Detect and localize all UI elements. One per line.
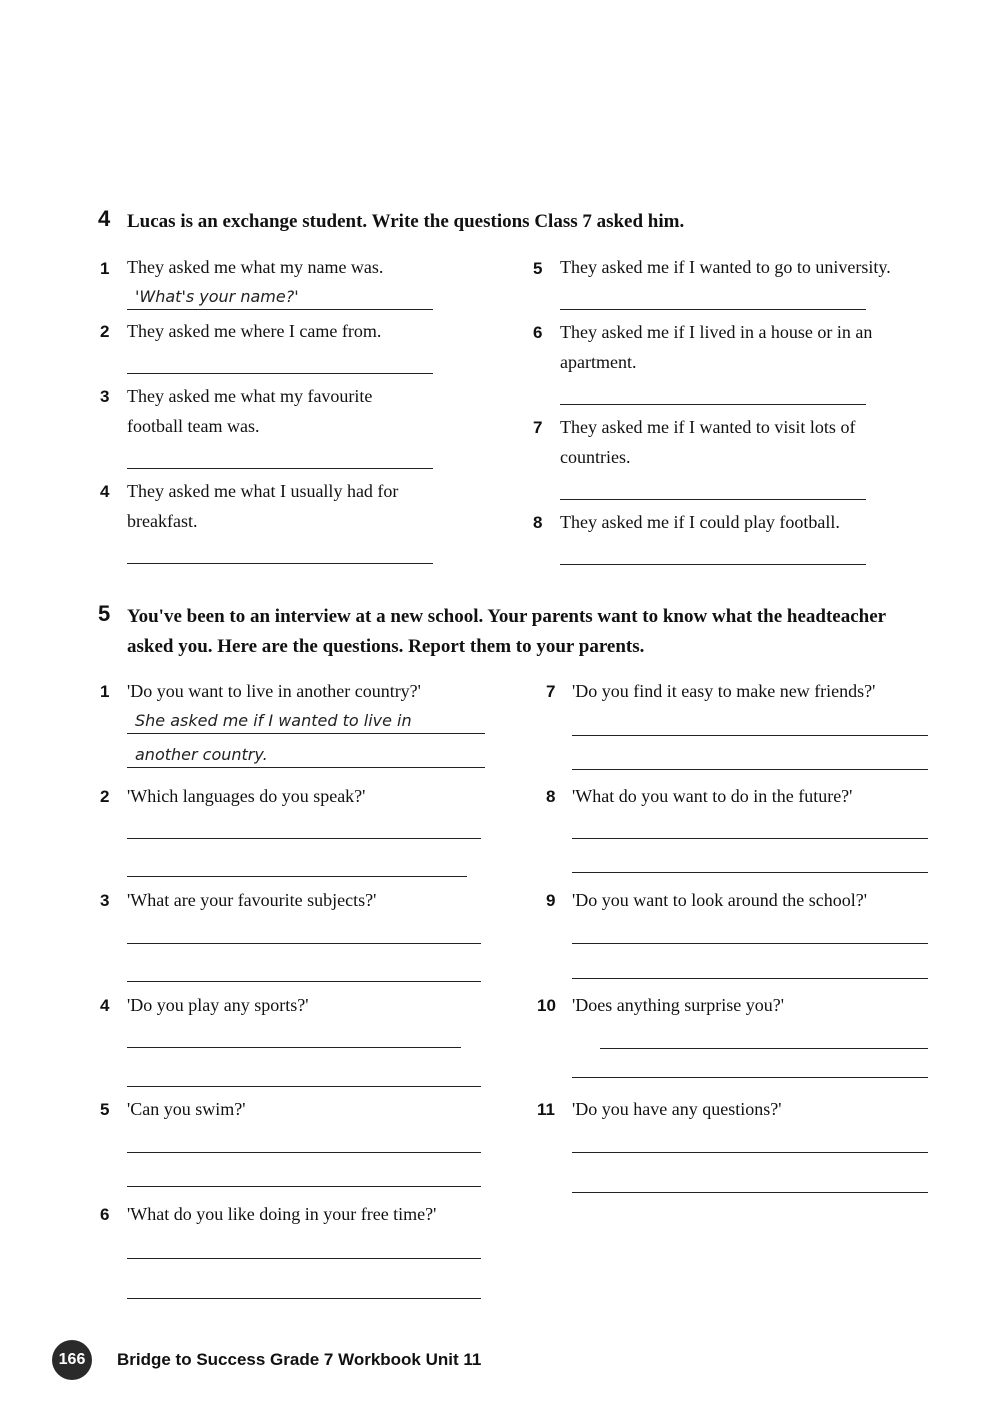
ex5-item-10-prompt: 'Does anything surprise you?' bbox=[572, 995, 784, 1015]
ex4-item-3-answer[interactable] bbox=[127, 445, 433, 469]
ex5-item-5-prompt: 'Can you swim?' bbox=[127, 1099, 246, 1119]
ex4-item-2-number: 2 bbox=[100, 322, 110, 341]
ex4-item-5-answer[interactable] bbox=[560, 286, 866, 310]
ex4-item-4-number: 4 bbox=[100, 482, 110, 501]
ex4-item-1-number: 1 bbox=[100, 259, 110, 278]
ex4-item-7-number: 7 bbox=[533, 418, 543, 437]
ex4-item-1-answer[interactable]: 'What's your name?' bbox=[127, 286, 433, 310]
ex5-item-3-prompt: 'What are your favourite subjects?' bbox=[127, 890, 377, 910]
ex4-item-6-answer[interactable] bbox=[560, 381, 866, 405]
ex5-item-6-answer-line-1[interactable] bbox=[127, 1258, 481, 1259]
ex5-item-8-answer-line-1[interactable] bbox=[572, 838, 928, 839]
ex5-item-7-prompt: 'Do you find it easy to make new friends?' bbox=[572, 681, 876, 701]
ex5-item-4-answer-line-2[interactable] bbox=[127, 1086, 481, 1087]
ex5-item-2-answer-line-2[interactable] bbox=[127, 876, 467, 877]
ex5-item-7-answer-line-2[interactable] bbox=[572, 769, 928, 770]
ex4-item-5-number: 5 bbox=[533, 259, 543, 278]
ex5-item-6-answer-line-2[interactable] bbox=[127, 1298, 481, 1299]
ex5-item-10-number: 10 bbox=[537, 996, 556, 1015]
ex5-item-9-number: 9 bbox=[546, 891, 556, 910]
ex5-item-6-prompt: 'What do you like doing in your free time?' bbox=[127, 1204, 437, 1224]
ex5-item-9-answer-line-1[interactable] bbox=[572, 943, 928, 944]
ex5-item-3-answer-line-2[interactable] bbox=[127, 981, 481, 982]
ex5-item-9-answer-line-2[interactable] bbox=[572, 978, 928, 979]
ex4-item-6-prompt: They asked me if I lived in a house or in an apartment. bbox=[560, 322, 873, 372]
ex4-item-5-prompt: They asked me if I wanted to go to university. bbox=[560, 257, 891, 277]
ex4-item-3-prompt: They asked me what my favourite football team was. bbox=[127, 386, 373, 436]
ex5-item-11-answer-line-2[interactable] bbox=[572, 1192, 928, 1193]
ex4-item-7-answer[interactable] bbox=[560, 476, 866, 500]
ex5-item-6-number: 6 bbox=[100, 1205, 110, 1224]
ex4-item-2-prompt: They asked me where I came from. bbox=[127, 321, 382, 341]
footer-title: Bridge to Success Grade 7 Workbook Unit 11 bbox=[117, 1350, 482, 1369]
ex5-item-1-answer-line-1[interactable]: She asked me if I wanted to live in bbox=[127, 710, 485, 734]
ex5-item-11-prompt: 'Do you have any questions?' bbox=[572, 1099, 782, 1119]
ex5-item-2-prompt: 'Which languages do you speak?' bbox=[127, 786, 366, 806]
exercise-5-instruction: You've been to an interview at a new school. Your parents want to know what the headteacher asked you. Here are the questions. Report them to your parents. bbox=[127, 606, 886, 657]
ex5-item-7-number: 7 bbox=[546, 682, 556, 701]
ex5-item-1-number: 1 bbox=[100, 682, 110, 701]
ex5-item-2-answer-line-1[interactable] bbox=[127, 838, 481, 839]
exercise-4-number: 4 bbox=[98, 206, 111, 231]
ex5-item-2-number: 2 bbox=[100, 787, 110, 806]
ex5-item-7-answer-line-1[interactable] bbox=[572, 735, 928, 736]
exercise-4-instruction: Lucas is an exchange student. Write the questions Class 7 asked him. bbox=[127, 211, 685, 232]
ex4-item-8-answer[interactable] bbox=[560, 541, 866, 565]
ex4-item-6-number: 6 bbox=[533, 323, 543, 342]
ex5-item-4-number: 4 bbox=[100, 996, 110, 1015]
ex4-item-8-number: 8 bbox=[533, 513, 543, 532]
ex5-item-11-number: 11 bbox=[537, 1100, 555, 1119]
ex5-item-10-answer-line-2[interactable] bbox=[572, 1077, 928, 1078]
ex4-item-1-prompt: They asked me what my name was. bbox=[127, 257, 384, 277]
ex5-item-3-number: 3 bbox=[100, 891, 110, 910]
ex5-item-5-number: 5 bbox=[100, 1100, 110, 1119]
ex4-item-7-prompt: They asked me if I wanted to visit lots of countries. bbox=[560, 417, 856, 467]
ex5-item-10-answer-line-1[interactable] bbox=[600, 1048, 928, 1049]
ex5-item-4-prompt: 'Do you play any sports?' bbox=[127, 995, 309, 1015]
ex4-item-4-prompt: They asked me what I usually had for breakfast. bbox=[127, 481, 399, 531]
ex5-item-5-answer-line-2[interactable] bbox=[127, 1186, 481, 1187]
ex5-item-4-answer-line-1[interactable] bbox=[127, 1047, 461, 1048]
exercise-5-number: 5 bbox=[98, 601, 111, 626]
ex5-item-8-number: 8 bbox=[546, 787, 556, 806]
ex4-item-3-number: 3 bbox=[100, 387, 110, 406]
ex5-item-3-answer-line-1[interactable] bbox=[127, 943, 481, 944]
ex5-item-8-answer-line-2[interactable] bbox=[572, 872, 928, 873]
ex4-item-2-answer[interactable] bbox=[127, 350, 433, 374]
ex5-item-9-prompt: 'Do you want to look around the school?' bbox=[572, 890, 867, 910]
ex5-item-1-answer-line-2[interactable]: another country. bbox=[127, 744, 485, 768]
ex4-item-4-answer[interactable] bbox=[127, 540, 433, 564]
ex5-item-5-answer-line-1[interactable] bbox=[127, 1152, 481, 1153]
ex5-item-11-answer-line-1[interactable] bbox=[572, 1152, 928, 1153]
ex5-item-8-prompt: 'What do you want to do in the future?' bbox=[572, 786, 853, 806]
ex5-item-1-prompt: 'Do you want to live in another country?' bbox=[127, 681, 421, 701]
page-number-badge: 166 bbox=[52, 1340, 92, 1380]
ex4-item-8-prompt: They asked me if I could play football. bbox=[560, 512, 840, 532]
